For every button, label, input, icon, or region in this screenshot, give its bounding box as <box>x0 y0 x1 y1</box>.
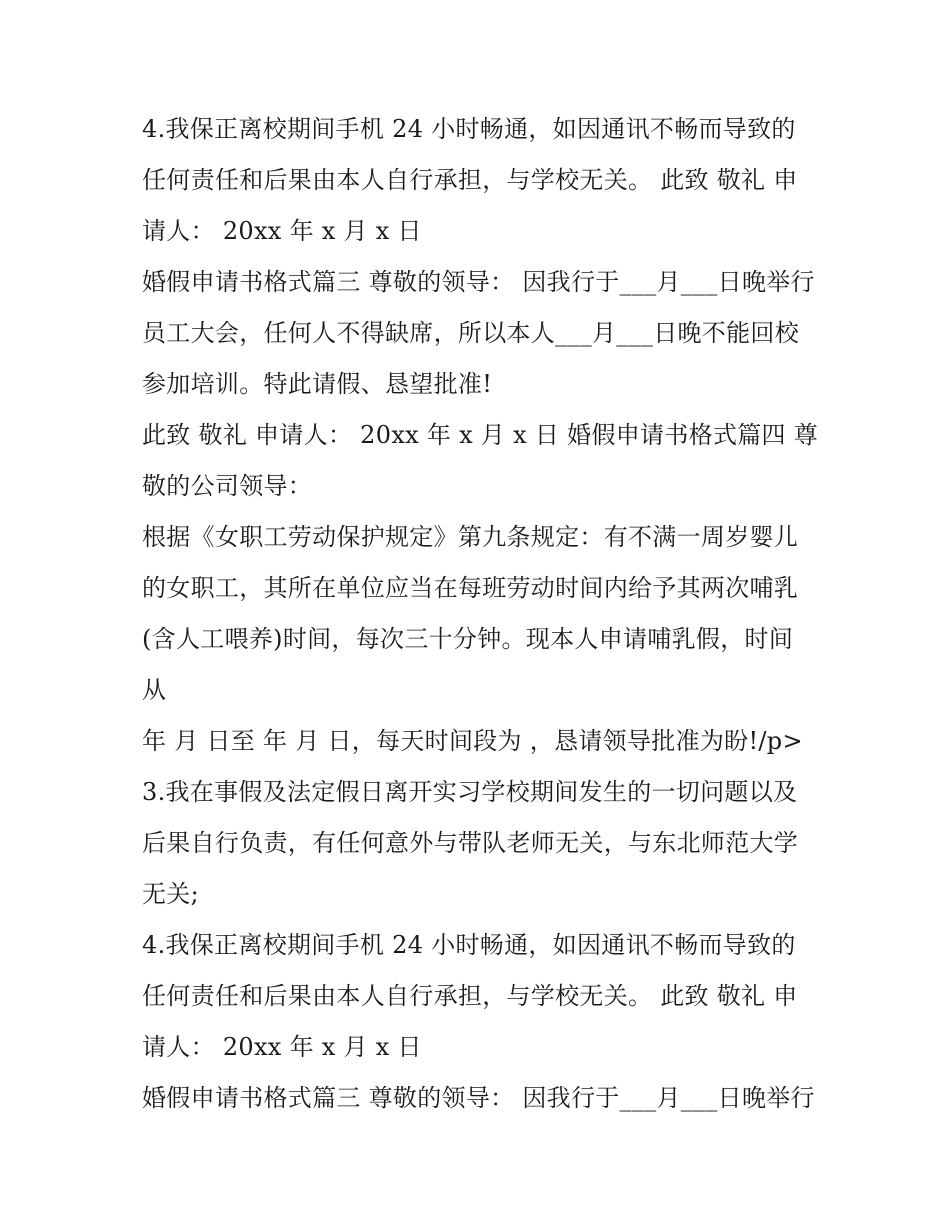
text-line: 4.我保正离校期间手机 24 小时畅通，如因通讯不畅而导致的 <box>142 931 796 959</box>
text-line: 任何责任和后果由本人自行承担，与学校无关。 此致 敬礼 申 <box>142 982 798 1010</box>
text-line: 请人： 20xx 年 x 月 x 日 <box>142 1033 422 1061</box>
text-line: 无关; <box>142 880 199 908</box>
text-line: 员工大会，任何人不得缺席，所以本人___月___日晚不能回校 <box>142 319 799 347</box>
document-body <box>142 104 822 1124</box>
text-line: 任何责任和后果由本人自行承担，与学校无关。 此致 敬礼 申 <box>142 166 798 194</box>
text-line: 婚假申请书格式篇三 尊敬的领导： 因我行于___月___日晚举行 <box>142 268 815 296</box>
text-line: (含人工喂养)时间，每次三十分钟。现本人申请哺乳假，时间 <box>142 625 794 653</box>
text-line: 此致 敬礼 申请人： 20xx 年 x 月 x 日 婚假申请书格式篇四 尊 <box>142 421 819 449</box>
text-line: 后果自行负责，有任何意外与带队老师无关，与东北师范大学 <box>142 829 799 857</box>
text-line: 请人： 20xx 年 x 月 x 日 <box>142 217 422 245</box>
text-line: 婚假申请书格式篇三 尊敬的领导： 因我行于___月___日晚举行 <box>142 1084 815 1112</box>
text-line: 4.我保正离校期间手机 24 小时畅通，如因通讯不畅而导致的 <box>142 115 796 143</box>
text-line: 根据《女职工劳动保护规定》第九条规定：有不满一周岁婴儿 <box>142 523 799 551</box>
text-line: 参加培训。特此请假、恳望批准! <box>142 370 493 398</box>
text-line: 3.我在事假及法定假日离开实习学校期间发生的一切问题以及 <box>142 778 798 806</box>
text-line: 敬的公司领导： <box>142 472 313 500</box>
text-line: 的女职工，其所在单位应当在每班劳动时间内给予其两次哺乳 <box>142 574 799 602</box>
text-line: 从 <box>142 676 167 704</box>
text-line: 年 月 日至 年 月 日，每天时间段为 ，恳请领导批准为盼!/p> <box>142 727 803 755</box>
